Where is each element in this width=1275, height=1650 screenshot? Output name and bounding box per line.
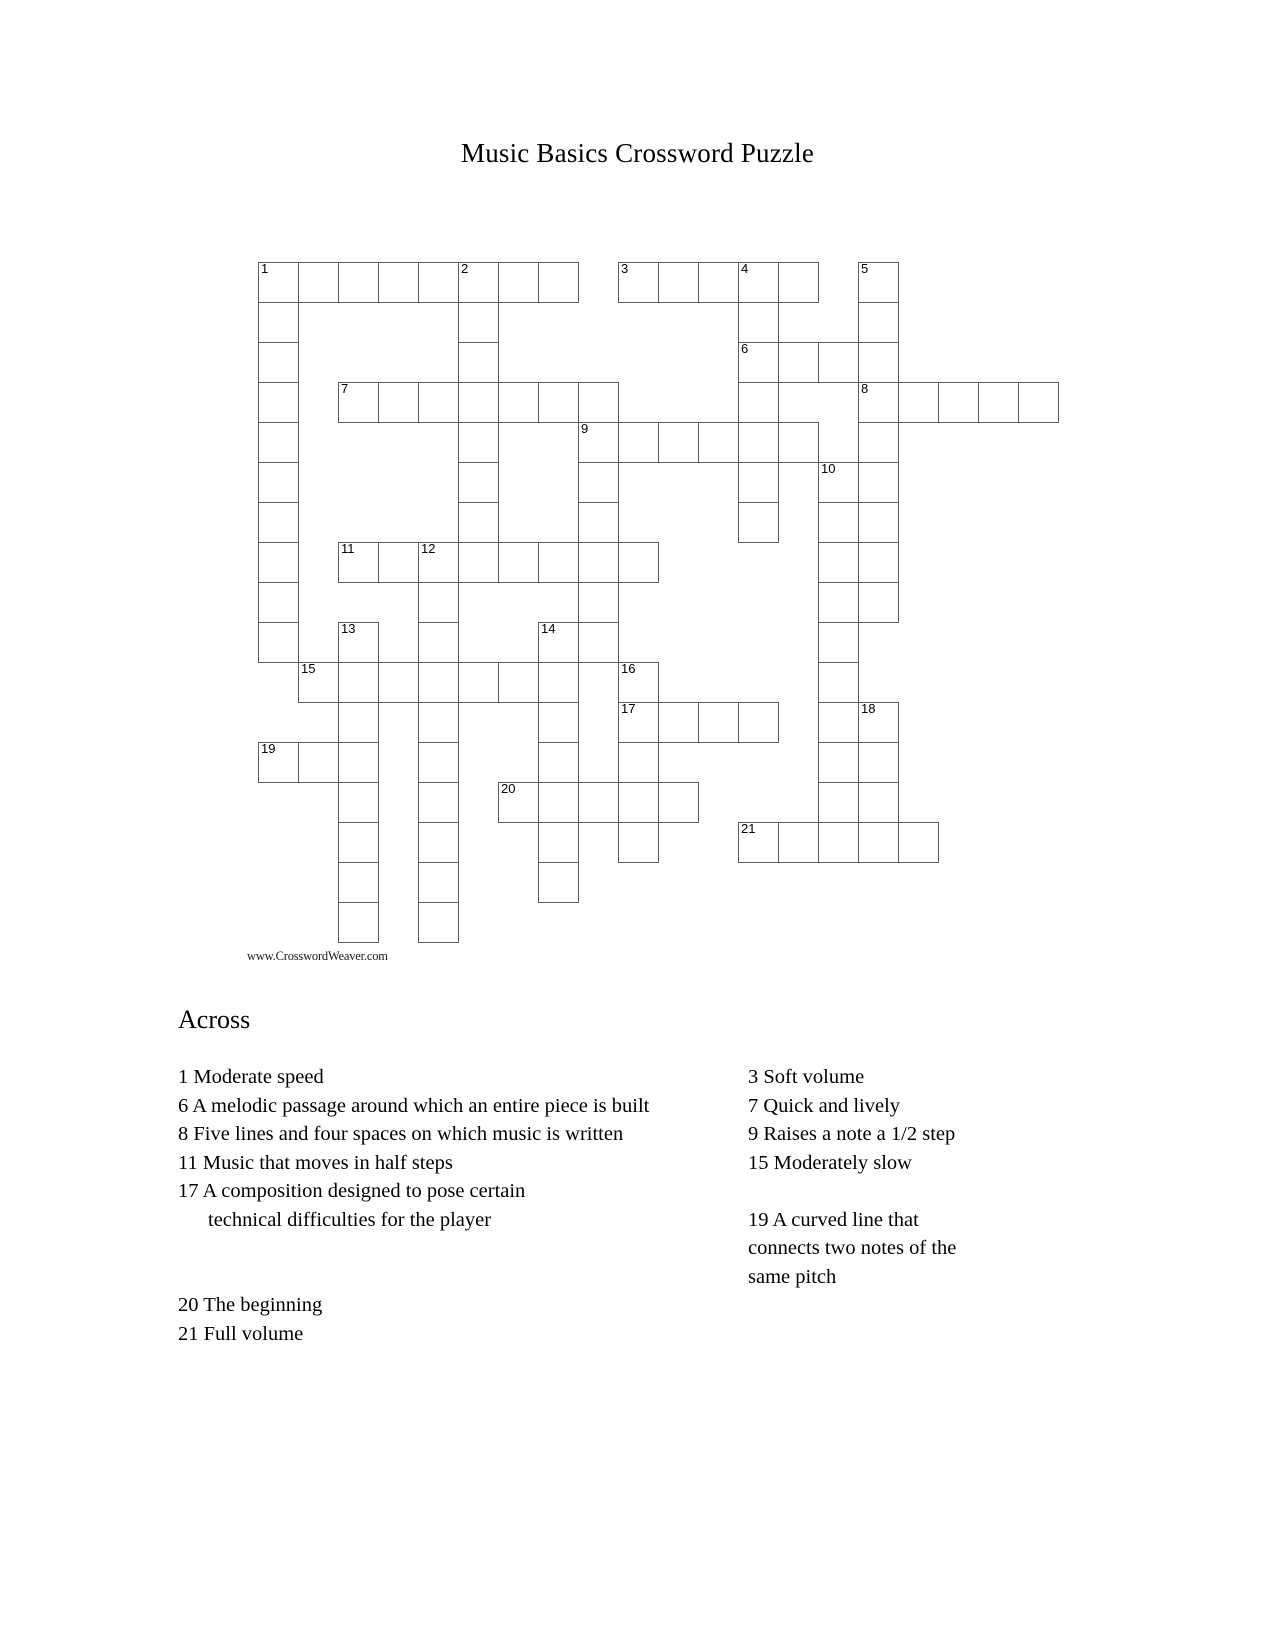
- grid-cell[interactable]: [978, 382, 1019, 423]
- clue-number: 17: [621, 701, 636, 716]
- grid-cell[interactable]: [618, 422, 659, 463]
- grid-cell[interactable]: [498, 782, 539, 823]
- clue-number: 21: [741, 821, 756, 836]
- grid-cell[interactable]: [418, 902, 459, 943]
- grid-cell[interactable]: [498, 542, 539, 583]
- grid-cell[interactable]: [298, 742, 339, 783]
- grid-cell[interactable]: [858, 382, 899, 423]
- grid-cell[interactable]: [538, 782, 579, 823]
- grid-cell[interactable]: [818, 702, 859, 743]
- clue-spacer: [748, 1177, 1048, 1206]
- grid-cell[interactable]: [258, 302, 299, 343]
- grid-cell[interactable]: [738, 502, 779, 543]
- clue-number: 10: [821, 461, 836, 476]
- clue-number: 19: [261, 741, 276, 756]
- clue-number: 12: [421, 541, 436, 556]
- clue-number: 13: [341, 621, 356, 636]
- grid-cell[interactable]: [658, 422, 699, 463]
- clue-line: connects two notes of the: [748, 1237, 957, 1259]
- grid-cell[interactable]: [538, 542, 579, 583]
- grid-cell[interactable]: [538, 822, 579, 863]
- grid-cell[interactable]: [618, 782, 659, 823]
- grid-cell[interactable]: [258, 582, 299, 623]
- grid-cell[interactable]: [338, 702, 379, 743]
- grid-cell[interactable]: [818, 502, 859, 543]
- grid-cell[interactable]: [498, 262, 539, 303]
- grid-cell[interactable]: [338, 542, 379, 583]
- grid-cell[interactable]: [658, 262, 699, 303]
- grid-cell[interactable]: [418, 702, 459, 743]
- clue-line: 15 Moderately slow: [748, 1151, 912, 1174]
- grid-cell[interactable]: [738, 302, 779, 343]
- grid-cell[interactable]: [538, 382, 579, 423]
- grid-cell[interactable]: [738, 422, 779, 463]
- clue-number: 2: [461, 261, 469, 276]
- grid-cell[interactable]: [538, 622, 579, 663]
- grid-cell[interactable]: [498, 382, 539, 423]
- clue-number: 14: [541, 621, 556, 636]
- clue-line: 1 Moderate speed: [178, 1066, 324, 1088]
- grid-cell[interactable]: [418, 822, 459, 863]
- grid-cell[interactable]: [938, 382, 979, 423]
- grid-cell[interactable]: [298, 262, 339, 303]
- grid-cell[interactable]: [418, 262, 459, 303]
- clue-number: 6: [741, 341, 749, 356]
- grid-cell[interactable]: [578, 622, 619, 663]
- grid-cell[interactable]: [858, 742, 899, 783]
- grid-cell[interactable]: [578, 782, 619, 823]
- grid-cell[interactable]: [818, 542, 859, 583]
- grid-cell[interactable]: [338, 262, 379, 303]
- grid-cell[interactable]: [858, 542, 899, 583]
- grid-cell[interactable]: [258, 422, 299, 463]
- grid-cell[interactable]: [578, 542, 619, 583]
- grid-cell[interactable]: [418, 582, 459, 623]
- grid-cell[interactable]: [858, 422, 899, 463]
- grid-cell[interactable]: [658, 782, 699, 823]
- grid-cell[interactable]: [738, 462, 779, 503]
- grid-cell[interactable]: [338, 822, 379, 863]
- grid-cell[interactable]: [898, 822, 939, 863]
- clue-column-left: [178, 1063, 753, 1348]
- clue-number: 1: [261, 261, 269, 276]
- grid-cell[interactable]: [698, 262, 739, 303]
- grid-cell[interactable]: [858, 582, 899, 623]
- clue-line: technical difficulties for the player: [208, 1208, 492, 1231]
- watermark-credit: www.CrosswordWeaver.com: [247, 949, 388, 963]
- grid-cell[interactable]: [458, 262, 499, 303]
- grid-cell[interactable]: [258, 382, 299, 423]
- grid-cell[interactable]: [338, 742, 379, 783]
- grid-cell[interactable]: [258, 462, 299, 503]
- grid-cell[interactable]: [778, 822, 819, 863]
- clue-spacer: [178, 1234, 753, 1263]
- grid-cell[interactable]: [338, 622, 379, 663]
- clue-number: 9: [581, 421, 589, 436]
- grid-cell[interactable]: [458, 542, 499, 583]
- grid-cell[interactable]: [738, 382, 779, 423]
- clue-line: 21 Full volume: [178, 1322, 304, 1345]
- grid-cell[interactable]: [818, 662, 859, 703]
- grid-cell[interactable]: [458, 302, 499, 343]
- clue-line: 19 A curved line that: [748, 1208, 919, 1231]
- grid-cell[interactable]: [618, 822, 659, 863]
- grid-cell[interactable]: [258, 262, 299, 303]
- grid-cell[interactable]: [778, 422, 819, 463]
- grid-cell[interactable]: [298, 662, 339, 703]
- grid-cell[interactable]: [698, 702, 739, 743]
- grid-cell[interactable]: [818, 342, 859, 383]
- clue-line: 6 A melodic passage around which an entire piece is built: [178, 1094, 650, 1117]
- grid-cell[interactable]: [618, 662, 659, 703]
- clue-number: 3: [621, 261, 629, 276]
- grid-cell[interactable]: [738, 262, 779, 303]
- grid-cell[interactable]: [818, 582, 859, 623]
- grid-cell[interactable]: [418, 622, 459, 663]
- clue-number: 16: [621, 661, 636, 676]
- grid-cell[interactable]: [258, 502, 299, 543]
- clue-line: 9 Raises a note a 1/2 step: [748, 1123, 956, 1145]
- grid-cell[interactable]: [778, 262, 819, 303]
- clue-line: 7 Quick and lively: [748, 1094, 901, 1117]
- grid-cell[interactable]: [578, 502, 619, 543]
- grid-cell[interactable]: [578, 462, 619, 503]
- grid-cell[interactable]: [538, 262, 579, 303]
- clue-line: 20 The beginning: [178, 1294, 323, 1316]
- grid-cell[interactable]: [418, 662, 459, 703]
- grid-cell[interactable]: [698, 422, 739, 463]
- grid-cell[interactable]: [418, 782, 459, 823]
- grid-cell[interactable]: [818, 822, 859, 863]
- grid-cell[interactable]: [538, 702, 579, 743]
- grid-cell[interactable]: [898, 382, 939, 423]
- clue-number: 8: [861, 381, 869, 396]
- grid-cell[interactable]: [458, 422, 499, 463]
- grid-cell[interactable]: [378, 262, 419, 303]
- clue-line: same pitch: [748, 1265, 837, 1288]
- grid-cell[interactable]: [578, 422, 619, 463]
- grid-cell[interactable]: [458, 382, 499, 423]
- grid-cell[interactable]: [858, 302, 899, 343]
- grid-cell[interactable]: [858, 502, 899, 543]
- clue-number: 7: [341, 381, 349, 396]
- grid-cell[interactable]: [538, 742, 579, 783]
- grid-cell[interactable]: [538, 862, 579, 903]
- grid-cell[interactable]: [578, 382, 619, 423]
- grid-cell[interactable]: [258, 542, 299, 583]
- grid-cell[interactable]: [458, 342, 499, 383]
- grid-cell[interactable]: [858, 782, 899, 823]
- grid-cell[interactable]: [258, 342, 299, 383]
- grid-cell[interactable]: [738, 822, 779, 863]
- grid-cell[interactable]: [498, 662, 539, 703]
- grid-cell[interactable]: [618, 702, 659, 743]
- clue-number: 18: [861, 701, 876, 716]
- grid-cell[interactable]: [338, 902, 379, 943]
- clue-line: 3 Soft volume: [748, 1066, 865, 1088]
- grid-cell[interactable]: [418, 862, 459, 903]
- clue-column-right: [748, 1063, 1048, 1291]
- grid-cell[interactable]: [458, 462, 499, 503]
- grid-cell[interactable]: [338, 382, 379, 423]
- across-heading: Across: [178, 1005, 251, 1034]
- grid-cell[interactable]: [858, 822, 899, 863]
- grid-cell[interactable]: [738, 702, 779, 743]
- grid-cell[interactable]: [818, 742, 859, 783]
- grid-cell[interactable]: [618, 262, 659, 303]
- grid-cell[interactable]: [738, 342, 779, 383]
- grid-cell[interactable]: [858, 702, 899, 743]
- grid-cell[interactable]: [778, 342, 819, 383]
- grid-cell[interactable]: [618, 542, 659, 583]
- grid-cell[interactable]: [818, 462, 859, 503]
- grid-cell[interactable]: [378, 542, 419, 583]
- grid-cell[interactable]: [418, 382, 459, 423]
- clue-number: 4: [741, 261, 749, 276]
- grid-cell[interactable]: [458, 502, 499, 543]
- clue-line: 17 A composition designed to pose certain: [178, 1180, 526, 1202]
- grid-cell[interactable]: [658, 702, 699, 743]
- grid-cell[interactable]: [818, 622, 859, 663]
- grid-cell[interactable]: [258, 742, 299, 783]
- clue-number: 5: [861, 261, 869, 276]
- grid-cell[interactable]: [618, 742, 659, 783]
- clue-line: 11 Music that moves in half steps: [178, 1151, 453, 1174]
- grid-cell[interactable]: [538, 662, 579, 703]
- grid-cell[interactable]: [418, 742, 459, 783]
- grid-cell[interactable]: [858, 342, 899, 383]
- grid-cell[interactable]: [378, 662, 419, 703]
- grid-cell[interactable]: [378, 382, 419, 423]
- grid-cell[interactable]: [858, 462, 899, 503]
- clue-number: 11: [341, 541, 355, 556]
- page-title: Music Basics Crossword Puzzle: [460, 138, 815, 168]
- grid-cell[interactable]: [338, 862, 379, 903]
- grid-cell[interactable]: [258, 622, 299, 663]
- clue-spacer: [178, 1263, 753, 1292]
- grid-cell[interactable]: [1018, 382, 1059, 423]
- clue-line: 8 Five lines and four spaces on which music is written: [178, 1123, 624, 1145]
- grid-cell[interactable]: [338, 662, 379, 703]
- grid-cell[interactable]: [818, 782, 859, 823]
- clue-number: 20: [501, 781, 516, 796]
- grid-cell[interactable]: [458, 662, 499, 703]
- grid-cell[interactable]: [858, 262, 899, 303]
- clue-number: 15: [301, 661, 316, 676]
- grid-cell[interactable]: [338, 782, 379, 823]
- grid-cell[interactable]: [418, 542, 459, 583]
- grid-cell[interactable]: [578, 582, 619, 623]
